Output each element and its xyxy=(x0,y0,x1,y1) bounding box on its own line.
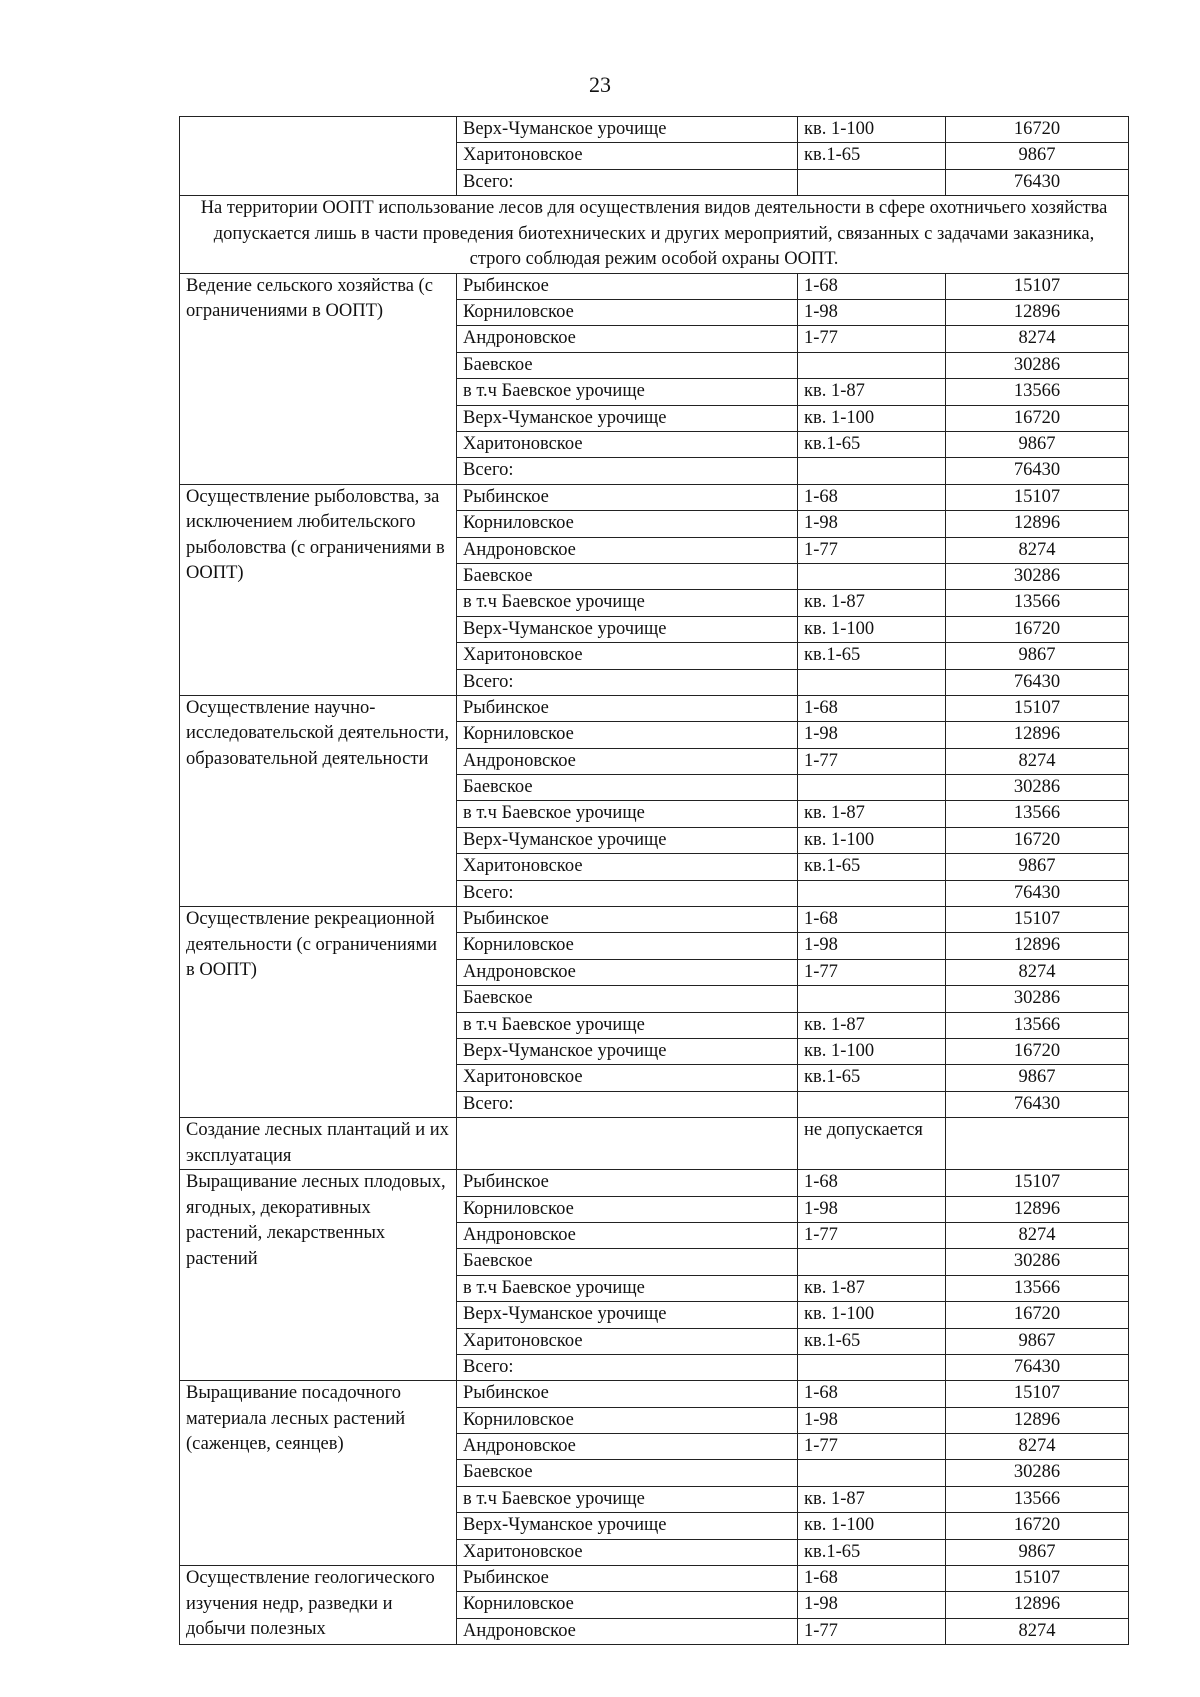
forestry-name-cell: Рыбинское xyxy=(457,1566,798,1592)
quarters-cell: 1-68 xyxy=(798,907,946,933)
forestry-name-cell: Корниловское xyxy=(457,300,798,326)
area-cell: 12896 xyxy=(946,722,1129,748)
area-cell: 8274 xyxy=(946,326,1129,352)
area-cell: 15107 xyxy=(946,695,1129,721)
forestry-name-cell: в т.ч Баевское урочище xyxy=(457,379,798,405)
quarters-cell xyxy=(798,775,946,801)
forestry-name-cell: Верх-Чуманское урочище xyxy=(457,616,798,642)
forestry-name-cell: Андроновское xyxy=(457,1618,798,1644)
quarters-cell: 1-68 xyxy=(798,273,946,299)
quarters-cell: кв. 1-87 xyxy=(798,379,946,405)
forestry-name-cell: Верх-Чуманское урочище xyxy=(457,1039,798,1065)
quarters-cell xyxy=(798,986,946,1012)
area-cell: 12896 xyxy=(946,300,1129,326)
forestry-name-cell: Баевское xyxy=(457,563,798,589)
forestry-name-cell: Рыбинское xyxy=(457,1381,798,1407)
area-cell: 13566 xyxy=(946,1012,1129,1038)
area-cell: 76430 xyxy=(946,1091,1129,1117)
forestry-name-cell: Рыбинское xyxy=(457,1170,798,1196)
quarters-cell: кв.1-65 xyxy=(798,1065,946,1091)
area-cell: 30286 xyxy=(946,352,1129,378)
forestry-name-cell: Харитоновское xyxy=(457,1065,798,1091)
area-cell: 12896 xyxy=(946,1592,1129,1618)
quarters-cell xyxy=(798,563,946,589)
forestry-name-cell: Баевское xyxy=(457,352,798,378)
area-cell: 15107 xyxy=(946,1381,1129,1407)
table-row xyxy=(180,484,1129,510)
forestry-name-cell: Баевское xyxy=(457,986,798,1012)
page-number: 23 xyxy=(589,72,611,97)
quarters-cell: не допускается xyxy=(798,1118,946,1170)
forestry-name-cell: Корниловское xyxy=(457,1196,798,1222)
forestry-name-cell: Всего: xyxy=(457,1354,798,1380)
area-cell: 16720 xyxy=(946,827,1129,853)
forestry-name-cell: Корниловское xyxy=(457,511,798,537)
area-cell: 13566 xyxy=(946,1275,1129,1301)
quarters-cell: 1-98 xyxy=(798,1592,946,1618)
quarters-cell xyxy=(798,458,946,484)
quarters-cell: кв. 1-87 xyxy=(798,1275,946,1301)
quarters-cell: кв.1-65 xyxy=(798,643,946,669)
area-cell: 13566 xyxy=(946,801,1129,827)
quarters-cell xyxy=(798,1354,946,1380)
forestry-name-cell: в т.ч Баевское урочище xyxy=(457,590,798,616)
quarters-cell xyxy=(798,1249,946,1275)
quarters-cell xyxy=(798,1091,946,1117)
forestry-name-cell: Всего: xyxy=(457,1091,798,1117)
table-row xyxy=(180,273,1129,299)
quarters-cell xyxy=(798,1460,946,1486)
quarters-cell xyxy=(798,352,946,378)
quarters-cell: кв.1-65 xyxy=(798,143,946,169)
quarters-cell: 1-98 xyxy=(798,511,946,537)
forestry-name-cell: Рыбинское xyxy=(457,273,798,299)
table-row xyxy=(180,1381,1129,1407)
area-cell: 8274 xyxy=(946,537,1129,563)
area-cell: 30286 xyxy=(946,775,1129,801)
quarters-cell: 1-98 xyxy=(798,1196,946,1222)
area-cell: 76430 xyxy=(946,458,1129,484)
forestry-name-cell: Верх-Чуманское урочище xyxy=(457,827,798,853)
forestry-name-cell: Андроновское xyxy=(457,1222,798,1248)
forestry-name-cell: Андроновское xyxy=(457,1434,798,1460)
area-cell: 9867 xyxy=(946,1328,1129,1354)
quarters-cell xyxy=(798,669,946,695)
quarters-cell: кв. 1-100 xyxy=(798,616,946,642)
forestry-name-cell: в т.ч Баевское урочище xyxy=(457,1486,798,1512)
quarters-cell: 1-68 xyxy=(798,1566,946,1592)
forestry-name-cell: Корниловское xyxy=(457,1592,798,1618)
quarters-cell: кв. 1-87 xyxy=(798,590,946,616)
area-cell: 12896 xyxy=(946,1407,1129,1433)
activity-cell: Ведение сельского хозяйства (с ограничениями в ООПТ) xyxy=(180,273,457,484)
area-cell: 9867 xyxy=(946,1065,1129,1091)
area-cell xyxy=(946,1118,1129,1170)
area-cell: 13566 xyxy=(946,379,1129,405)
forestry-name-cell: Верх-Чуманское урочище xyxy=(457,1513,798,1539)
table-row xyxy=(180,1170,1129,1196)
area-cell: 15107 xyxy=(946,907,1129,933)
activity-cell: Осуществление геологического изучения недр, разведки и добычи полезных xyxy=(180,1566,457,1645)
quarters-cell: кв. 1-100 xyxy=(798,827,946,853)
area-cell: 15107 xyxy=(946,484,1129,510)
note-row xyxy=(180,196,1129,274)
quarters-cell: 1-77 xyxy=(798,959,946,985)
area-cell: 9867 xyxy=(946,432,1129,458)
forestry-name-cell: Баевское xyxy=(457,775,798,801)
area-cell: 76430 xyxy=(946,169,1129,195)
quarters-cell: кв.1-65 xyxy=(798,1328,946,1354)
area-cell: 9867 xyxy=(946,854,1129,880)
area-cell: 12896 xyxy=(946,933,1129,959)
area-cell: 30286 xyxy=(946,1249,1129,1275)
area-cell: 16720 xyxy=(946,117,1129,143)
forestry-name-cell: Харитоновское xyxy=(457,432,798,458)
area-cell: 76430 xyxy=(946,669,1129,695)
quarters-cell: 1-77 xyxy=(798,748,946,774)
forestry-name-cell: в т.ч Баевское урочище xyxy=(457,801,798,827)
quarters-cell: кв. 1-100 xyxy=(798,1513,946,1539)
forestry-name-cell: Всего: xyxy=(457,669,798,695)
activity-cell-continued xyxy=(180,117,457,196)
forestry-name-cell: Корниловское xyxy=(457,722,798,748)
forestry-name-cell: в т.ч Баевское урочище xyxy=(457,1012,798,1038)
quarters-cell xyxy=(798,169,946,195)
quarters-cell: кв. 1-100 xyxy=(798,1039,946,1065)
activity-cell: Создание лесных плантаций и их эксплуатация xyxy=(180,1118,457,1170)
quarters-cell: кв. 1-87 xyxy=(798,1012,946,1038)
forestry-name-cell: Харитоновское xyxy=(457,143,798,169)
quarters-cell: 1-98 xyxy=(798,722,946,748)
forestry-name-cell: Корниловское xyxy=(457,1407,798,1433)
forestry-name-cell: Андроновское xyxy=(457,748,798,774)
quarters-cell: кв.1-65 xyxy=(798,854,946,880)
area-cell: 12896 xyxy=(946,1196,1129,1222)
forestry-name-cell: Баевское xyxy=(457,1249,798,1275)
area-cell: 76430 xyxy=(946,880,1129,906)
forestry-name-cell: в т.ч Баевское урочище xyxy=(457,1275,798,1301)
forestry-name-cell xyxy=(457,1118,798,1170)
activity-cell: Выращивание посадочного материала лесных растений (саженцев, сеянцев) xyxy=(180,1381,457,1566)
area-cell: 15107 xyxy=(946,1170,1129,1196)
table-row xyxy=(180,907,1129,933)
quarters-cell: кв.1-65 xyxy=(798,432,946,458)
quarters-cell: кв. 1-100 xyxy=(798,405,946,431)
area-cell: 16720 xyxy=(946,1513,1129,1539)
forestry-name-cell: Харитоновское xyxy=(457,1539,798,1565)
forestry-name-cell: Верх-Чуманское урочище xyxy=(457,1302,798,1328)
forestry-name-cell: Андроновское xyxy=(457,326,798,352)
quarters-cell: кв. 1-100 xyxy=(798,117,946,143)
area-cell: 16720 xyxy=(946,1039,1129,1065)
table-row xyxy=(180,117,1129,143)
area-cell: 12896 xyxy=(946,511,1129,537)
area-cell: 8274 xyxy=(946,1618,1129,1644)
forestry-name-cell: Андроновское xyxy=(457,959,798,985)
quarters-cell: 1-68 xyxy=(798,484,946,510)
quarters-cell: кв. 1-87 xyxy=(798,801,946,827)
forestry-name-cell: Рыбинское xyxy=(457,907,798,933)
forestry-name-cell: Рыбинское xyxy=(457,695,798,721)
area-cell: 13566 xyxy=(946,1486,1129,1512)
forestry-name-cell: Всего: xyxy=(457,458,798,484)
quarters-cell: 1-77 xyxy=(798,1434,946,1460)
area-cell: 30286 xyxy=(946,986,1129,1012)
area-cell: 13566 xyxy=(946,590,1129,616)
activity-cell: Выращивание лесных плодовых, ягодных, декоративных растений, лекарственных растений xyxy=(180,1170,457,1381)
activity-cell: Осуществление рекреационной деятельности (с ограничениями в ООПТ) xyxy=(180,907,457,1118)
quarters-cell: 1-68 xyxy=(798,1170,946,1196)
area-cell: 8274 xyxy=(946,1434,1129,1460)
area-cell: 15107 xyxy=(946,1566,1129,1592)
area-cell: 8274 xyxy=(946,748,1129,774)
table-row xyxy=(180,695,1129,721)
quarters-cell xyxy=(798,880,946,906)
quarters-cell: 1-68 xyxy=(798,695,946,721)
forestry-name-cell: Верх-Чуманское урочище xyxy=(457,117,798,143)
area-cell: 15107 xyxy=(946,273,1129,299)
area-cell: 9867 xyxy=(946,1539,1129,1565)
quarters-cell: кв.1-65 xyxy=(798,1539,946,1565)
area-cell: 76430 xyxy=(946,1354,1129,1380)
forestry-name-cell: Верх-Чуманское урочище xyxy=(457,405,798,431)
forestry-name-cell: Всего: xyxy=(457,169,798,195)
area-cell: 16720 xyxy=(946,616,1129,642)
quarters-cell: 1-98 xyxy=(798,1407,946,1433)
quarters-cell: 1-98 xyxy=(798,300,946,326)
forestry-name-cell: Рыбинское xyxy=(457,484,798,510)
activity-cell: Осуществление научно-исследовательской деятельности, образовательной деятельности xyxy=(180,695,457,906)
forestry-name-cell: Харитоновское xyxy=(457,854,798,880)
area-cell: 16720 xyxy=(946,1302,1129,1328)
area-cell: 8274 xyxy=(946,1222,1129,1248)
area-cell: 30286 xyxy=(946,563,1129,589)
quarters-cell: 1-77 xyxy=(798,1222,946,1248)
forestry-name-cell: Харитоновское xyxy=(457,643,798,669)
table-row xyxy=(180,1118,1129,1170)
quarters-cell: 1-98 xyxy=(798,933,946,959)
quarters-cell: кв. 1-87 xyxy=(798,1486,946,1512)
quarters-cell: 1-77 xyxy=(798,1618,946,1644)
area-cell: 8274 xyxy=(946,959,1129,985)
hunting-note: На территории ООПТ использование лесов для осуществления видов деятельности в сфере охотничьего хозяйства допускается лишь в части проведения биотехнических и других мероприятий, связанных с задачами заказника, строго соблюдая режим особой охраны ООПТ. xyxy=(180,196,1129,274)
quarters-cell: 1-77 xyxy=(798,537,946,563)
area-cell: 9867 xyxy=(946,143,1129,169)
quarters-cell: 1-77 xyxy=(798,326,946,352)
area-cell: 16720 xyxy=(946,405,1129,431)
area-cell: 9867 xyxy=(946,643,1129,669)
quarters-cell: кв. 1-100 xyxy=(798,1302,946,1328)
forest-use-table xyxy=(179,116,1129,1645)
forestry-name-cell: Харитоновское xyxy=(457,1328,798,1354)
forestry-name-cell: Всего: xyxy=(457,880,798,906)
area-cell: 30286 xyxy=(946,1460,1129,1486)
table-row xyxy=(180,1566,1129,1592)
forestry-name-cell: Андроновское xyxy=(457,537,798,563)
forestry-name-cell: Баевское xyxy=(457,1460,798,1486)
activity-cell: Осуществление рыболовства, за исключением любительского рыболовства (с ограничениями в ООПТ) xyxy=(180,484,457,695)
forestry-name-cell: Корниловское xyxy=(457,933,798,959)
quarters-cell: 1-68 xyxy=(798,1381,946,1407)
